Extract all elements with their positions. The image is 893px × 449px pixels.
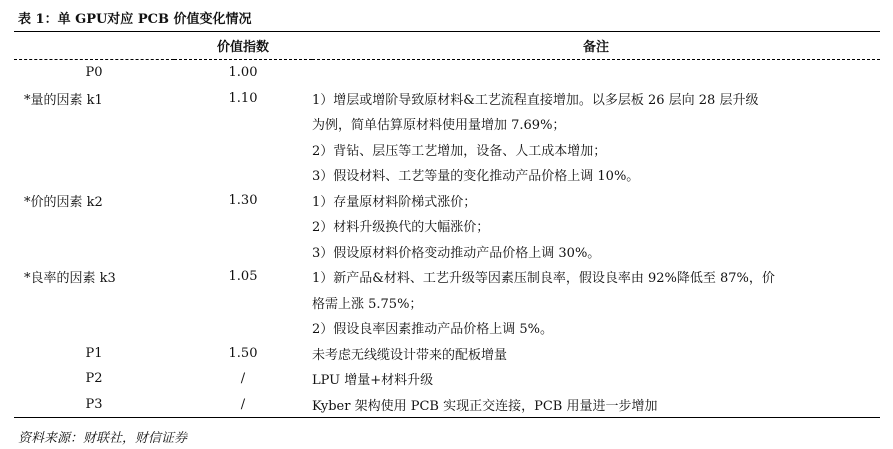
- table-row: [14, 264, 880, 290]
- row-note: 1）新产品&材料、工艺升级等因素压制良率，假设良率由 92%降低至 87%，价: [312, 271, 775, 287]
- row-value: [174, 239, 312, 265]
- table-row: [14, 188, 880, 214]
- row-value: 1.05: [228, 269, 258, 285]
- header-factor: [14, 32, 174, 60]
- row-factor: *良率的因素 k3: [24, 271, 116, 287]
- table-row: [14, 366, 880, 392]
- row-factor: [14, 290, 174, 316]
- row-value: /: [174, 392, 312, 418]
- row-value: 1.30: [228, 192, 258, 208]
- table-row: [14, 86, 880, 112]
- row-value: [174, 213, 312, 239]
- table-row: [14, 162, 880, 188]
- row-note: 2）背钻、层压等工艺增加，设备、人工成本增加；: [312, 143, 607, 159]
- row-value: [174, 137, 312, 163]
- row-factor: *量的因素 k1: [24, 92, 103, 108]
- table-row: [14, 239, 880, 265]
- row-factor: P2: [85, 371, 103, 387]
- row-value: [174, 111, 312, 137]
- row-note: LPU 增量+材料升级: [312, 373, 434, 389]
- row-factor: *价的因素 k2: [24, 194, 103, 210]
- table-row: [14, 341, 880, 367]
- row-factor: [14, 213, 174, 239]
- row-note: 3）假设原材料价格变动推动产品价格上调 30%。: [312, 245, 601, 261]
- row-value: /: [240, 371, 246, 387]
- row-value: [174, 162, 312, 188]
- row-factor: P1: [85, 345, 103, 361]
- row-factor: [14, 239, 174, 265]
- row-note: 1）存量原材料阶梯式涨价；: [312, 194, 477, 210]
- row-value: 1.50: [228, 345, 258, 361]
- row-note: 3）假设材料、工艺等量的变化推动产品价格上调 10%。: [312, 169, 640, 185]
- row-factor: [14, 111, 174, 137]
- row-factor: P0: [85, 65, 103, 81]
- row-note: 为例，简单估算原材料使用量增加 7.69%；: [312, 118, 566, 134]
- row-note: Kyber 架构使用 PCB 实现正交连接，PCB 用量进一步增加: [312, 392, 880, 418]
- row-factor: [14, 162, 174, 188]
- row-value: [174, 290, 312, 316]
- table-row: [14, 290, 880, 316]
- row-note: 1）增层或增阶导致原材料&工艺流程直接增加。以多层板 26 层向 28 层升级: [312, 92, 759, 108]
- header-value-index: 价值指数: [174, 32, 312, 60]
- pcb-value-table: [14, 31, 880, 418]
- row-note: 未考虑无线缆设计带来的配板增量: [312, 347, 508, 363]
- row-note: 2）材料升级换代的大幅涨价；: [312, 220, 490, 236]
- source-note: 资料来源：财联社，财信证券: [18, 431, 188, 446]
- header-notes: 备注: [312, 32, 880, 60]
- table-row: [14, 137, 880, 163]
- row-value: 1.00: [228, 65, 258, 81]
- row-note: [312, 60, 880, 86]
- row-value: 1.10: [228, 90, 258, 106]
- row-value: [174, 315, 312, 341]
- table-row: [14, 60, 880, 86]
- row-factor: [14, 137, 174, 163]
- table-row: [14, 315, 880, 341]
- table-row: [14, 392, 880, 418]
- table-header-row: [14, 32, 880, 60]
- row-note: 2）假设良率因素推动产品价格上调 5%。: [312, 322, 554, 338]
- row-factor: [14, 315, 174, 341]
- table-caption: 表 1：单 GPU对应 PCB 价值变化情况: [18, 12, 252, 27]
- row-note: 格需上涨 5.75%；: [312, 296, 423, 312]
- table-row: [14, 213, 880, 239]
- row-factor: P3: [14, 392, 174, 418]
- table-row: [14, 111, 880, 137]
